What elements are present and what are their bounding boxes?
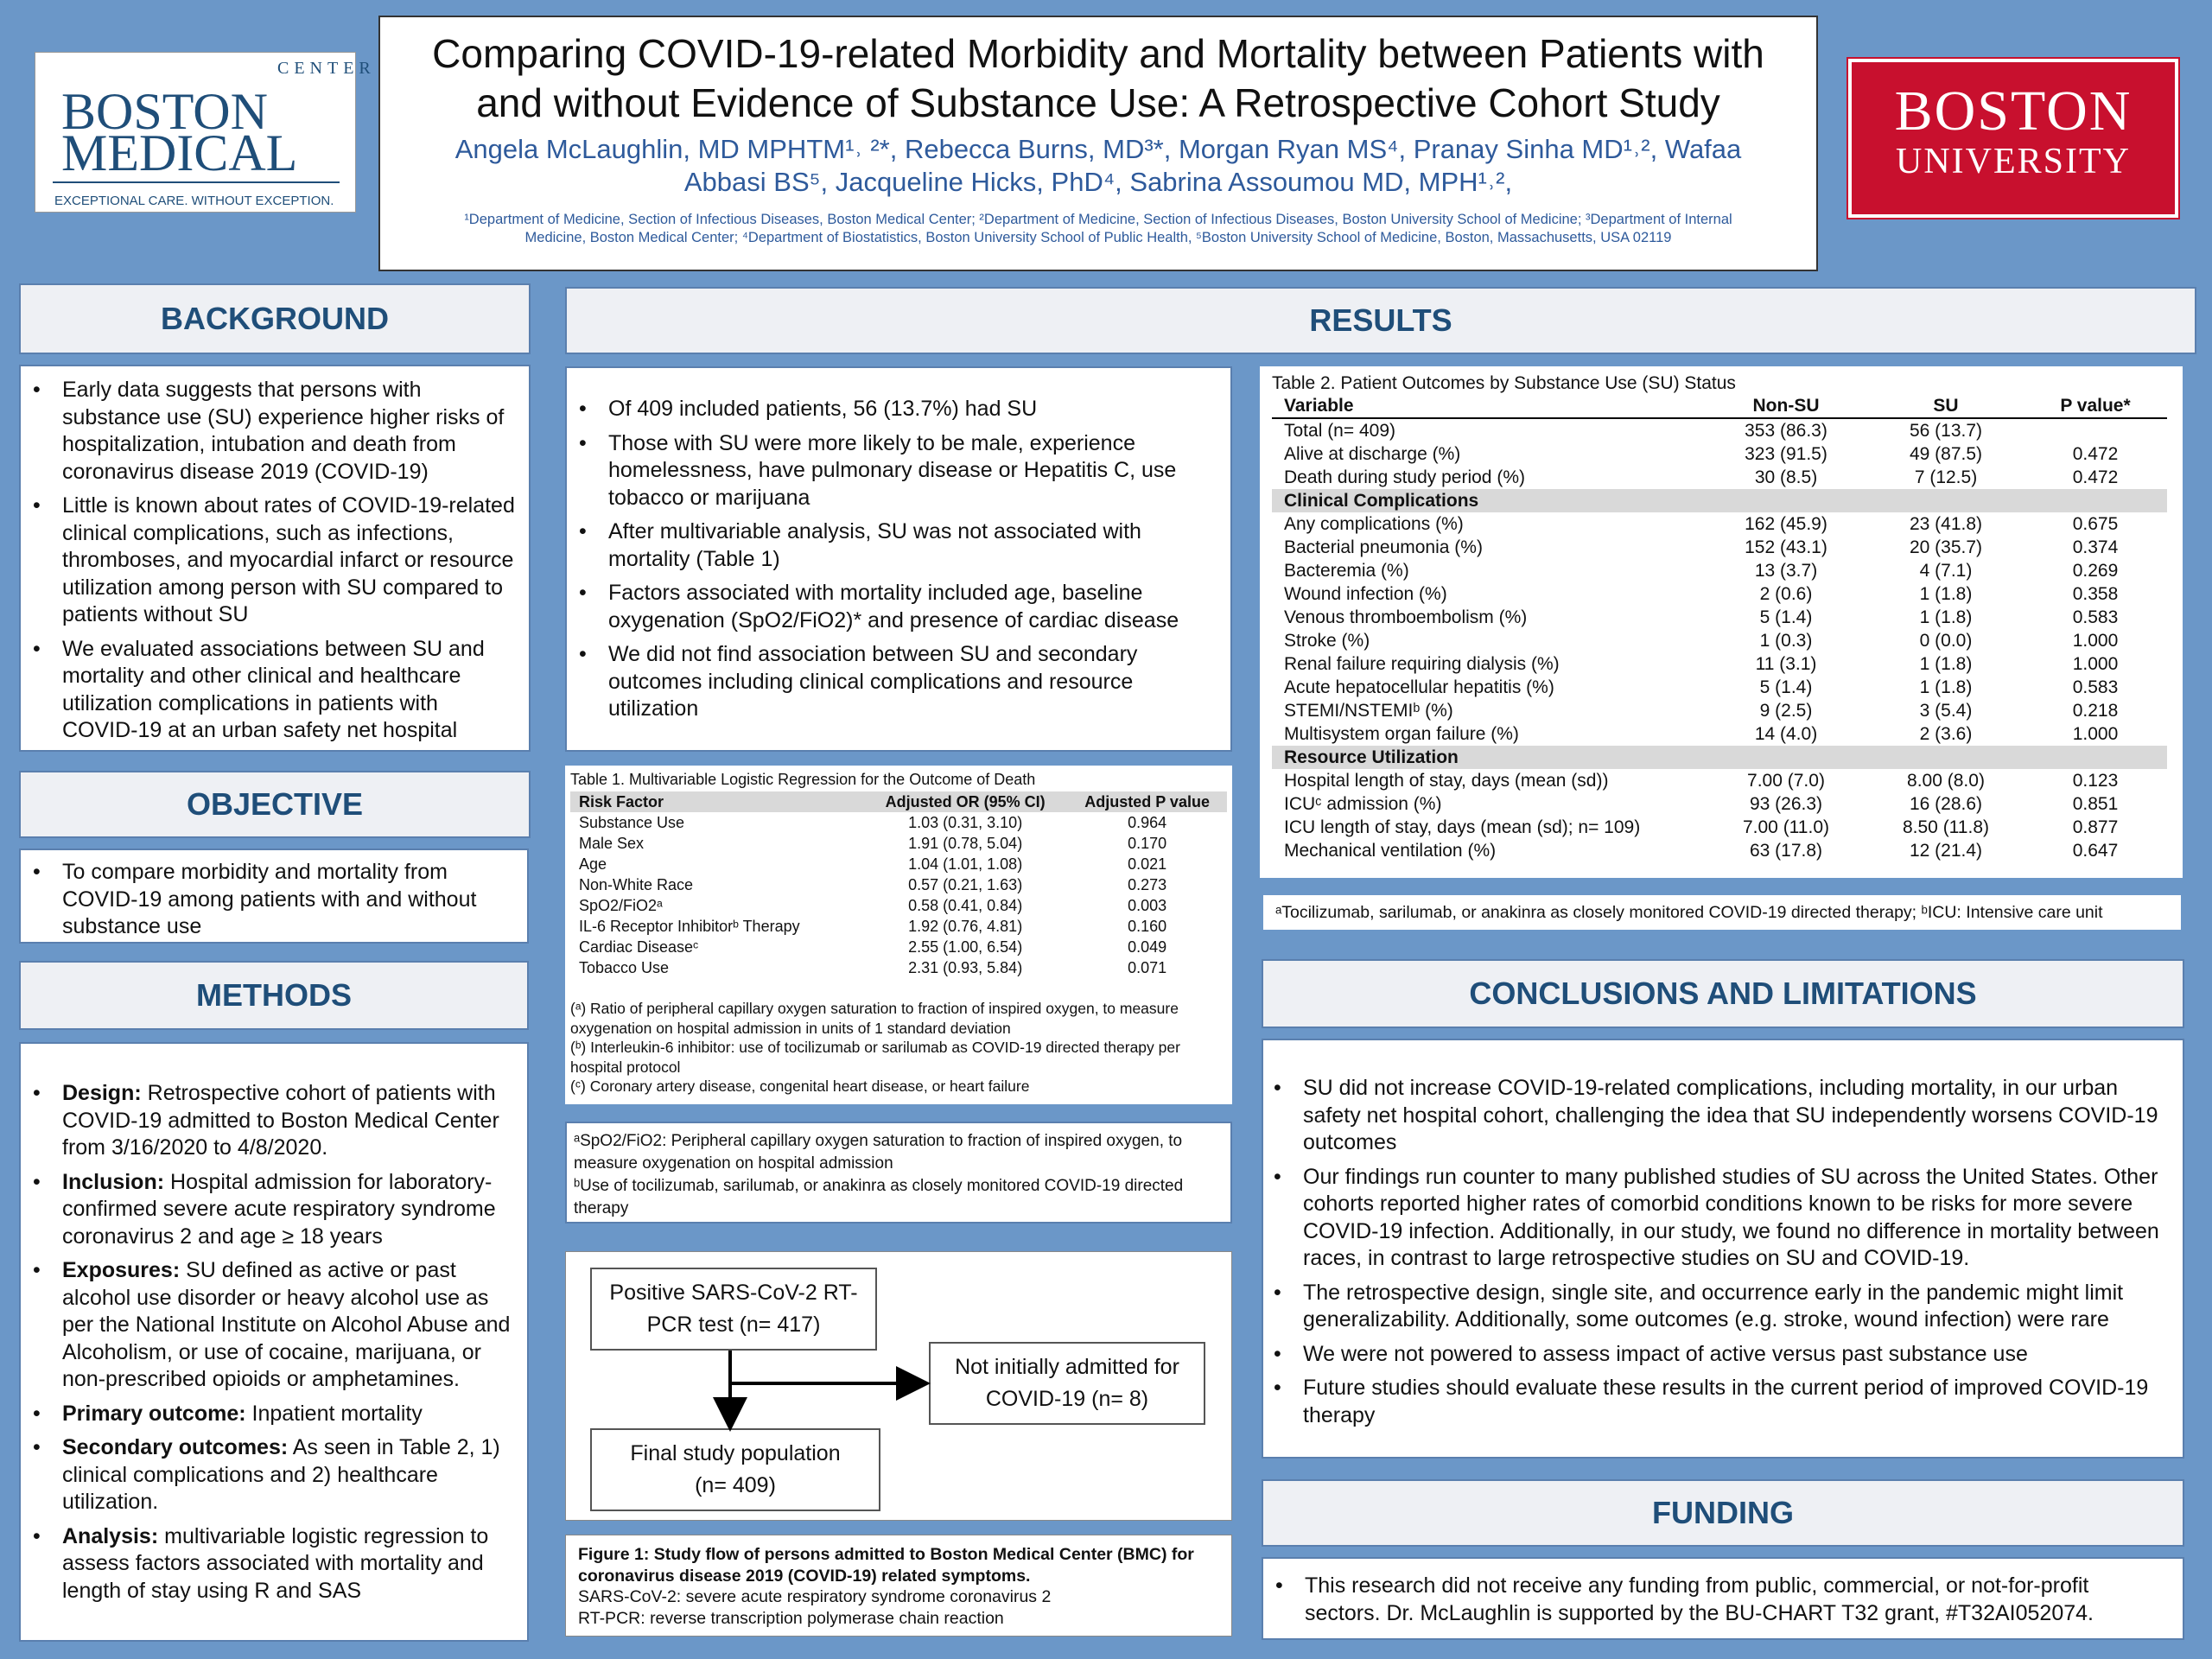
conclusion-item: • The retrospective design, single site, and occurrence early in the pandemic might limit generalizability. Additionally, some outcomes (e.g. stroke, wound infection) were rare: [1267, 1280, 2164, 1334]
table1-row: [570, 833, 1227, 854]
table1-cell: 0.021: [1128, 855, 1167, 873]
table2-cell: 2 (3.6): [1919, 724, 1973, 744]
table1-cell: 1.03 (0.31, 3.10): [908, 814, 1023, 831]
table1-cell: 0.003: [1128, 897, 1167, 914]
affiliations-line1: ¹Department of Medicine, Section of Infectious Diseases, Boston Medical Center; ²Department of Medicine, Section of Infectious Diseases, Boston University School of Medicine; ³Department of Internal: [464, 212, 1732, 227]
table1-cell: Substance Use: [579, 814, 685, 831]
bu-logo-line2: UNIVERSITY: [1896, 142, 2131, 181]
figure1-caption-sars: SARS-CoV-2: severe acute respiratory syndrome coronavirus 2: [578, 1587, 1052, 1606]
table2-section-row: [1272, 746, 2167, 769]
table2-cell: 93 (26.3): [1749, 794, 1823, 814]
table2-cell: 0.472: [2072, 467, 2119, 487]
table1-cell: 0.160: [1128, 918, 1167, 935]
table2-section-label: Resource Utilization: [1272, 746, 2167, 769]
table1-cell: 0.071: [1128, 959, 1167, 976]
table2-section-row: [1272, 489, 2167, 512]
table2: [1272, 394, 2167, 862]
table1-cell: 0.58 (0.41, 0.84): [908, 897, 1023, 914]
funding-panel: [1262, 1557, 2184, 1640]
table2-row: [1272, 652, 2167, 676]
methods-item-text: Hospital admission for laboratory-confirmed severe acute respiratory syndrome coronavirus 2 and age ≥ 18 years: [62, 1169, 496, 1249]
table2-cell: Bacteremia (%): [1284, 561, 1409, 581]
table1-panel: [565, 766, 1232, 1104]
background-panel: [19, 365, 531, 752]
table2-row: [1272, 629, 2167, 652]
table1-note: (ᵃ) Ratio of peripheral capillary oxygen saturation to fraction of inspired oxygen, to measure oxygenation on hospital admission in units of 1 standard deviation: [570, 1000, 1179, 1037]
table2-panel: [1260, 366, 2183, 878]
boston-medical-center-logo: [35, 52, 376, 213]
table2-cell: ICU length of stay, days (mean (sd); n= 109): [1284, 817, 1641, 837]
poster-title-line2: and without Evidence of Substance Use: A Retrospective Cohort Study: [476, 80, 1720, 125]
table2-cell: 7 (12.5): [1914, 467, 1978, 487]
table2-header-variable: Variable: [1284, 396, 1354, 416]
table2-cell: 1 (1.8): [1919, 584, 1973, 604]
table2-cell: Stroke (%): [1284, 631, 1370, 651]
objective-list: [26, 859, 515, 941]
figure1-caption-title: Figure 1: Study flow of persons admitted to Boston Medical Center (BMC) for coronavirus disease 2019 (COVID-19) related symptoms.: [578, 1545, 1194, 1586]
conclusion-item: • Our findings run counter to many published studies of SU across the United States. Other cohorts reported higher rates of comorbid conditions known to be risks for more severe COVID-19 infection. Additionally, in our study, we found no difference in mortality between races, in contrast to large retrospective studies on SU and COVID-19.: [1267, 1164, 2164, 1273]
table2-cell: Alive at discharge (%): [1284, 444, 1461, 464]
table2-cell: Renal failure requiring dialysis (%): [1284, 654, 1560, 674]
table1-cell: 1.04 (1.01, 1.08): [908, 855, 1023, 873]
table2-header-su: SU: [1933, 396, 1959, 416]
flow-box-not-admitted: Not initially admitted for COVID-19 (n= 8): [929, 1342, 1205, 1425]
results-item: • After multivariable analysis, SU was not associated with mortality (Table 1): [572, 518, 1211, 573]
table2-cell: 1.000: [2072, 724, 2119, 744]
table2-row: [1272, 676, 2167, 699]
table1-cell: SpO2/FiO2ᵃ: [579, 897, 663, 914]
background-heading: BACKGROUND: [19, 283, 531, 354]
poster-title-box: [378, 16, 1818, 271]
poster-title-line1: Comparing COVID-19-related Morbidity and Mortality between Patients with: [432, 31, 1764, 76]
bmc-tagline: EXCEPTIONAL CARE. WITHOUT EXCEPTION.: [54, 194, 334, 208]
methods-item-label: Inclusion:: [62, 1169, 165, 1194]
table2-cell: 162 (45.9): [1745, 514, 1827, 534]
methods-item-text: multivariable logistic regression to assess factors associated with mortality and length of stay using R and SAS: [62, 1523, 489, 1603]
table2-cell: 14 (4.0): [1754, 724, 1818, 744]
methods-item-label: Secondary outcomes:: [62, 1435, 289, 1459]
table2-cell: Acute hepatocellular hepatitis (%): [1284, 677, 1554, 697]
table2-row: [1272, 442, 2167, 466]
table2-header-p: P value*: [2060, 396, 2131, 416]
table1-cell: Non-White Race: [579, 876, 694, 893]
conclusion-item: • Future studies should evaluate these results in the current period of improved COVID-19 therapy: [1267, 1375, 2164, 1429]
table1-row: [570, 895, 1227, 916]
background-list: [26, 377, 517, 745]
table2-header-nonsu: Non-SU: [1752, 396, 1820, 416]
methods-item-label: Primary outcome:: [62, 1401, 246, 1426]
methods-panel: [19, 1042, 529, 1642]
study-flow-figure: [565, 1251, 1232, 1521]
table2-cell: Any complications (%): [1284, 514, 1464, 534]
table2-cell: Venous thromboembolism (%): [1284, 607, 1528, 627]
table1-cell: Male Sex: [579, 835, 645, 852]
methods-item-text: Inpatient mortality: [245, 1401, 423, 1426]
table2-cell: 8.50 (11.8): [1902, 817, 1989, 837]
table2-cell: 23 (41.8): [1909, 514, 1983, 534]
table2-cell: 5 (1.4): [1759, 607, 1813, 627]
table2-cell: 9 (2.5): [1759, 701, 1813, 721]
results-item: • Factors associated with mortality included age, baseline oxygenation (SpO2/FiO2)* and presence of cardiac disease: [572, 580, 1211, 634]
conclusion-item: • SU did not increase COVID-19-related complications, including mortality, in our urban safety net hospital cohort, challenging the idea that SU independently worsens COVID-19 outcomes: [1267, 1075, 2164, 1157]
table2-cell: 2 (0.6): [1759, 584, 1813, 604]
footnote-line2: ᵇUse of tocilizumab, sarilumab, or anakinra as closely monitored COVID-19 directed therapy: [574, 1177, 1184, 1217]
table2-row: [1272, 769, 2167, 792]
table1-cell: 0.57 (0.21, 1.63): [908, 876, 1023, 893]
table2-cell: ICUᶜ admission (%): [1284, 794, 1442, 814]
table2-row: [1272, 466, 2167, 489]
table2-cell: 20 (35.7): [1909, 537, 1983, 557]
table2-cell: 16 (28.6): [1909, 794, 1983, 814]
table2-cell: 49 (87.5): [1909, 444, 1983, 464]
table2-cell: 0.358: [2072, 584, 2119, 604]
table1-row: [570, 812, 1227, 833]
table1-row: [570, 916, 1227, 937]
table1-cell: 2.31 (0.93, 5.84): [908, 959, 1023, 976]
table2-cell: 1 (0.3): [1759, 631, 1813, 651]
table1-cell: 2.55 (1.00, 6.54): [908, 938, 1023, 956]
table2-cell: 0 (0.0): [1919, 631, 1973, 651]
table1-row: [570, 854, 1227, 874]
funding-list: [1268, 1573, 2164, 1627]
funding-heading: FUNDING: [1262, 1479, 2184, 1547]
table1-cell: 1.91 (0.78, 5.04): [908, 835, 1023, 852]
table2-cell: Bacterial pneumonia (%): [1284, 537, 1483, 557]
funding-item: • This research did not receive any funding from public, commercial, or not-for-profit sectors. Dr. McLaughlin is supported by the BU-CHART T32 grant, #T32AI052074.: [1268, 1573, 2164, 1627]
table2-cell: 56 (13.7): [1909, 421, 1983, 441]
boston-university-logo: [1848, 59, 2178, 218]
authors-line1: Angela McLaughlin, MD MPHTM¹˒ ²*, Rebecca Burns, MD³*, Morgan Ryan MS⁴, Pranay Sinha MD¹˒², Wafaa: [454, 134, 1742, 164]
table2-row: [1272, 699, 2167, 722]
table1-header-risk-factor: Risk Factor: [579, 793, 664, 810]
table2-cell: 1 (1.8): [1919, 677, 1973, 697]
results-item: • Of 409 included patients, 56 (13.7%) had SU: [572, 396, 1211, 423]
results-item: • We did not find association between SU and secondary outcomes including clinical complications and resource utilization: [572, 641, 1211, 723]
methods-item: [26, 1434, 515, 1516]
bu-logo-line1: BOSTON: [1894, 79, 2133, 143]
flow-box-positive-test: Positive SARS-CoV-2 RT-PCR test (n= 417): [590, 1268, 877, 1351]
authors-line2: Abbasi BS⁵, Jacqueline Hicks, PhD⁴, Sabrina Assoumou MD, MPH¹˒²,: [683, 167, 1513, 197]
table2-caption: Table 2. Patient Outcomes by Substance Use (SU) Status: [1272, 373, 1736, 393]
methods-item-label: Design:: [62, 1081, 142, 1105]
table2-cell: 0.877: [2072, 817, 2119, 837]
table2-cell: 323 (91.5): [1745, 444, 1827, 464]
methods-item-label: Analysis:: [62, 1523, 159, 1548]
results-summary-panel: [565, 366, 1232, 752]
table2-row: [1272, 418, 2167, 442]
table2-cell: 12 (21.4): [1909, 841, 1983, 861]
objective-heading: OBJECTIVE: [19, 771, 531, 838]
table2-cell: 1 (1.8): [1919, 607, 1973, 627]
table2-row: [1272, 582, 2167, 606]
table1-header-p: Adjusted P value: [1084, 793, 1210, 810]
table2-cell: 5 (1.4): [1759, 677, 1813, 697]
table2-row: [1272, 559, 2167, 582]
methods-item-text: Retrospective cohort of patients with COVID-19 admitted to Boston Medical Center from 3/16/2020 to 4/8/2020.: [62, 1081, 499, 1160]
methods-item: [26, 1401, 515, 1428]
table2-cell: Hospital length of stay, days (mean (sd)): [1284, 771, 1609, 791]
methods-item: [26, 1169, 515, 1251]
table2-footnote: ᵃTocilizumab, sarilumab, or anakinra as closely monitored COVID-19 directed therapy; ᵇICU: Intensive care unit: [1263, 895, 2181, 930]
table1-cell: Cardiac Diseaseᶜ: [579, 938, 699, 956]
table2-cell: 0.583: [2072, 607, 2119, 627]
conclusions-heading: CONCLUSIONS AND LIMITATIONS: [1262, 959, 2184, 1028]
footnote-line1: ᵃSpO2/FiO2: Peripheral capillary oxygen saturation to fraction of inspired oxygen, to measure oxygenation on hospital admission: [574, 1132, 1183, 1173]
table2-cell: 3 (5.4): [1919, 701, 1973, 721]
table2-cell: 152 (43.1): [1745, 537, 1827, 557]
methods-item: [26, 1523, 515, 1605]
table1-cell: 0.049: [1128, 938, 1167, 956]
table1-cell: IL-6 Receptor Inhibitorᵇ Therapy: [579, 918, 800, 935]
background-item: • Early data suggests that persons with substance use (SU) experience higher risks of hospitalization, intubation and death from coronavirus disease 2019 (COVID-19): [26, 377, 517, 486]
methods-item-label: Exposures:: [62, 1258, 181, 1282]
table2-cell: 8.00 (8.0): [1907, 771, 1985, 791]
background-item: • Little is known about rates of COVID-19-related clinical complications, such as infections, thromboses, and myocardial infarct or resource utilization among person with SU compared to patients without SU: [26, 493, 517, 629]
table2-cell: [2024, 418, 2167, 442]
table2-cell: 63 (17.8): [1749, 841, 1823, 861]
flow-arrows: [566, 1252, 1233, 1522]
conclusions-panel: [1262, 1039, 2184, 1459]
table1-row: [570, 874, 1227, 895]
table2-cell: 1.000: [2072, 654, 2119, 674]
table1-note: (ᵇ) Interleukin-6 inhibitor: use of tocilizumab or sarilumab as COVID-19 directed therapy per hospital protocol: [570, 1039, 1180, 1076]
table1: [570, 791, 1227, 978]
table2-row: [1272, 512, 2167, 536]
table1-header-or: Adjusted OR (95% CI): [885, 793, 1046, 810]
table1-cell: 1.92 (0.76, 4.81): [908, 918, 1023, 935]
table2-row: [1272, 722, 2167, 746]
bmc-medical-text: MEDICAL: [61, 124, 298, 181]
table2-cell: 1.000: [2072, 631, 2119, 651]
table2-row: [1272, 606, 2167, 629]
bmc-boston-text: BOSTON: [61, 83, 268, 140]
affiliations-line2: Medicine, Boston Medical Center; ⁴Department of Biostatistics, Boston University School of Public Health, ⁵Boston University School of Medicine, Boston, Massachusetts, USA 02119: [524, 230, 1672, 245]
results-heading: RESULTS: [565, 287, 2196, 354]
table1-notes: [570, 999, 1225, 1096]
table2-row: [1272, 536, 2167, 559]
table2-cell: 30 (8.5): [1754, 467, 1818, 487]
table2-cell: 11 (3.1): [1755, 654, 1817, 674]
table1-cell: 0.273: [1128, 876, 1167, 893]
table2-cell: 0.851: [2072, 794, 2119, 814]
objective-panel: [19, 849, 529, 944]
table2-cell: 0.123: [2072, 771, 2119, 791]
figure1-caption: [565, 1535, 1232, 1637]
table2-cell: Death during study period (%): [1284, 467, 1525, 487]
methods-list: [26, 1080, 515, 1605]
table2-row: [1272, 839, 2167, 862]
table2-cell: 0.374: [2072, 537, 2119, 557]
table2-cell: 0.218: [2072, 701, 2119, 721]
table2-cell: STEMI/NSTEMIᵇ (%): [1284, 701, 1453, 721]
objective-item: • To compare morbidity and mortality from COVID-19 among patients with and without substance use: [26, 859, 515, 941]
table2-row: [1272, 816, 2167, 839]
conclusion-item: • We were not powered to assess impact of active versus past substance use: [1267, 1341, 2164, 1369]
table2-cell: 4 (7.1): [1919, 561, 1973, 581]
table2-cell: 0.472: [2072, 444, 2119, 464]
table2-cell: 7.00 (11.0): [1742, 817, 1829, 837]
table1-cell: 0.170: [1128, 835, 1167, 852]
results-list: [572, 396, 1211, 723]
table1-caption: Table 1. Multivariable Logistic Regression for the Outcome of Death: [570, 771, 1036, 788]
table2-cell: 0.675: [2072, 514, 2119, 534]
table2-cell: 353 (86.3): [1745, 421, 1827, 441]
table2-cell: 0.269: [2072, 561, 2119, 581]
table2-cell: 13 (3.7): [1754, 561, 1818, 581]
bmc-center-text: CENTER: [277, 59, 376, 78]
table1-cell: Tobacco Use: [579, 959, 670, 976]
table1-cell: Age: [579, 855, 607, 873]
methods-item: [26, 1257, 515, 1394]
table1-row: [570, 937, 1227, 957]
table2-cell: Multisystem organ failure (%): [1284, 724, 1519, 744]
table2-cell: Total (n= 409): [1284, 421, 1395, 441]
abbreviation-footnote-box: [565, 1122, 1232, 1224]
conclusions-list: [1267, 1075, 2164, 1429]
methods-item: [26, 1080, 515, 1162]
table1-row: [570, 957, 1227, 978]
methods-item-text: As seen in Table 2, 1) clinical complications and 2) healthcare utilization.: [62, 1435, 500, 1514]
table1-cell: 0.964: [1128, 814, 1167, 831]
table2-cell: 7.00 (7.0): [1747, 771, 1825, 791]
table2-section-label: Clinical Complications: [1272, 489, 2167, 512]
table2-row: [1272, 792, 2167, 816]
table2-cell: Mechanical ventilation (%): [1284, 841, 1497, 861]
flow-box-final-population: Final study population (n= 409): [590, 1428, 880, 1511]
methods-item-text: SU defined as active or past alcohol use disorder or heavy alcohol use as per the National Institute on Alcohol Abuse and Alcoholism, or use of cocaine, marijuana, or non-prescribed opioids or amphetamines.: [62, 1258, 511, 1391]
figure1-caption-rtpcr: RT-PCR: reverse transcription polymerase chain reaction: [578, 1608, 1004, 1628]
table2-cell: Wound infection (%): [1284, 584, 1447, 604]
methods-heading: METHODS: [19, 961, 529, 1030]
table2-cell: 1 (1.8): [1919, 654, 1973, 674]
results-item: • Those with SU were more likely to be male, experience homelessness, have pulmonary disease or Hepatitis C, use tobacco or marijuana: [572, 430, 1211, 512]
table2-cell: 0.583: [2072, 677, 2119, 697]
table1-note: (ᶜ) Coronary artery disease, congenital heart disease, or heart failure: [570, 1077, 1030, 1095]
table2-cell: 0.647: [2072, 841, 2119, 861]
background-item: • We evaluated associations between SU and mortality and other clinical and healthcare utilization complications in patients with COVID-19 at an urban safety net hospital: [26, 636, 517, 745]
